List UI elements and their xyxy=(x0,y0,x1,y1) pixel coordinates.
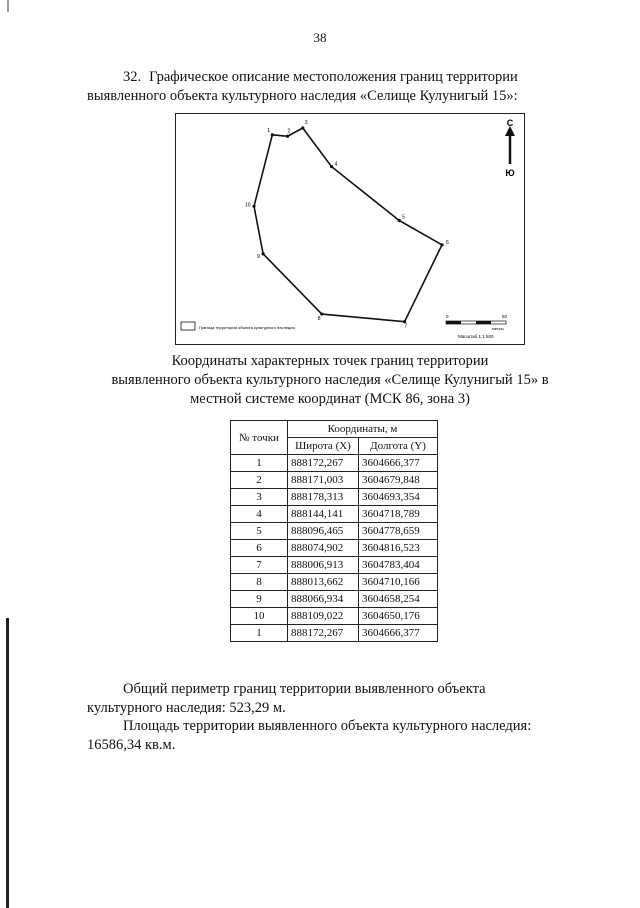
point-label: 1 xyxy=(267,127,271,134)
point-number-cell: 1 xyxy=(231,625,288,642)
point-number-cell: 9 xyxy=(231,591,288,608)
table-row xyxy=(231,455,438,472)
latitude-cell: 888172,267 xyxy=(288,455,359,472)
scan-edge-bar xyxy=(6,618,9,908)
latitude-cell: 888074,902 xyxy=(288,540,359,557)
area-paragraph xyxy=(87,717,574,755)
point-number-cell: 3 xyxy=(231,489,288,506)
table-row xyxy=(231,540,438,557)
longitude-cell: 3604783,404 xyxy=(359,557,438,574)
area-line-1: Площадь территории выявленного объекта культурного наследия: xyxy=(123,718,532,734)
longitude-cell: 3604693,354 xyxy=(359,489,438,506)
perimeter-line-1: Общий периметр границ территории выявленного объекта xyxy=(123,681,486,697)
latitude-cell: 888171,003 xyxy=(288,472,359,489)
point-label: 7 xyxy=(404,323,408,330)
scan-artifact xyxy=(7,0,9,12)
boundary-map xyxy=(175,113,525,345)
north-arrow-icon xyxy=(505,118,515,178)
point-label: 2 xyxy=(287,128,291,135)
header-x: Широта (X) xyxy=(288,438,359,455)
scale-left: 0 xyxy=(446,314,449,319)
legend-text: Граница территории объекта культурного наследия xyxy=(199,325,295,330)
boundary-point-marker xyxy=(398,219,401,222)
point-label: 10 xyxy=(245,202,251,209)
boundary-point-marker xyxy=(271,133,274,136)
header-point: № точки xyxy=(231,421,288,455)
point-label: 4 xyxy=(334,161,338,168)
header-y: Долгота (Y) xyxy=(359,438,438,455)
latitude-cell: 888006,913 xyxy=(288,557,359,574)
point-number-cell: 6 xyxy=(231,540,288,557)
point-number-cell: 4 xyxy=(231,506,288,523)
boundary-point-marker xyxy=(286,135,289,138)
point-label: 6 xyxy=(445,239,449,246)
table-row xyxy=(231,591,438,608)
point-number-cell: 10 xyxy=(231,608,288,625)
north-label: С xyxy=(506,118,514,128)
latitude-cell: 888172,267 xyxy=(288,625,359,642)
scale-bar xyxy=(446,314,508,339)
header-coordinates: Координаты, м xyxy=(288,421,438,438)
longitude-cell: 3604666,377 xyxy=(359,625,438,642)
territory-boundary-line xyxy=(254,128,442,322)
point-number-cell: 2 xyxy=(231,472,288,489)
latitude-cell: 888109,022 xyxy=(288,608,359,625)
point-label: 3 xyxy=(304,120,308,126)
longitude-cell: 3604658,254 xyxy=(359,591,438,608)
longitude-cell: 3604816,523 xyxy=(359,540,438,557)
table-row xyxy=(231,472,438,489)
perimeter-paragraph xyxy=(87,680,574,718)
table-row xyxy=(231,625,438,642)
latitude-cell: 888144,141 xyxy=(288,506,359,523)
caption-line-3: местной системе координат (МСК 86, зона 3) xyxy=(190,391,470,407)
perimeter-line-2: культурного наследия: 523,29 м. xyxy=(87,700,286,716)
table-caption xyxy=(80,352,580,409)
latitude-cell: 888066,934 xyxy=(288,591,359,608)
latitude-cell: 888013,662 xyxy=(288,574,359,591)
table-row xyxy=(231,574,438,591)
boundary-point-marker xyxy=(262,252,265,255)
longitude-cell: 3604718,789 xyxy=(359,506,438,523)
south-label: Ю xyxy=(505,168,515,178)
boundary-point-marker xyxy=(252,205,255,208)
point-label: 9 xyxy=(257,253,260,260)
table-row xyxy=(231,506,438,523)
heading-line-1: Графическое описание местоположения границ территории xyxy=(149,69,518,85)
scale-unit: метры xyxy=(492,326,504,331)
scale-right: 50 xyxy=(502,314,508,319)
table-row xyxy=(231,489,438,506)
point-number-cell: 8 xyxy=(231,574,288,591)
legend-rectangle-icon xyxy=(181,322,195,330)
boundary-point-marker xyxy=(301,126,304,129)
longitude-cell: 3604650,176 xyxy=(359,608,438,625)
longitude-cell: 3604778,659 xyxy=(359,523,438,540)
point-number-cell: 5 xyxy=(231,523,288,540)
area-line-2: 16586,34 кв.м. xyxy=(87,737,176,753)
table-row xyxy=(231,608,438,625)
heading-line-2: выявленного объекта культурного наследия «Селище Кулунигый 15»: xyxy=(87,88,518,104)
longitude-cell: 3604710,166 xyxy=(359,574,438,591)
latitude-cell: 888096,465 xyxy=(288,523,359,540)
point-number-cell: 1 xyxy=(231,455,288,472)
boundary-point-marker xyxy=(330,165,333,168)
point-label: 8 xyxy=(317,316,321,323)
page-number: 38 xyxy=(313,30,327,45)
scale-ratio: Масштаб 1:1 500 xyxy=(458,334,494,339)
boundary-point-marker xyxy=(320,312,323,315)
boundary-point-marker xyxy=(440,243,443,246)
longitude-cell: 3604666,377 xyxy=(359,455,438,472)
table-row xyxy=(231,557,438,574)
caption-line-1: Координаты характерных точек границ территории xyxy=(171,353,489,369)
point-number-cell: 7 xyxy=(231,557,288,574)
point-label: 5 xyxy=(402,214,405,221)
latitude-cell: 888178,313 xyxy=(288,489,359,506)
table-row xyxy=(231,523,438,540)
section-heading xyxy=(87,68,574,106)
coordinates-table xyxy=(230,420,438,642)
boundary-map-svg xyxy=(176,114,523,343)
caption-line-2: выявленного объекта культурного наследия «Селище Кулунигый 15» в xyxy=(111,372,549,388)
section-number: 32. xyxy=(123,69,142,85)
longitude-cell: 3604679,848 xyxy=(359,472,438,489)
